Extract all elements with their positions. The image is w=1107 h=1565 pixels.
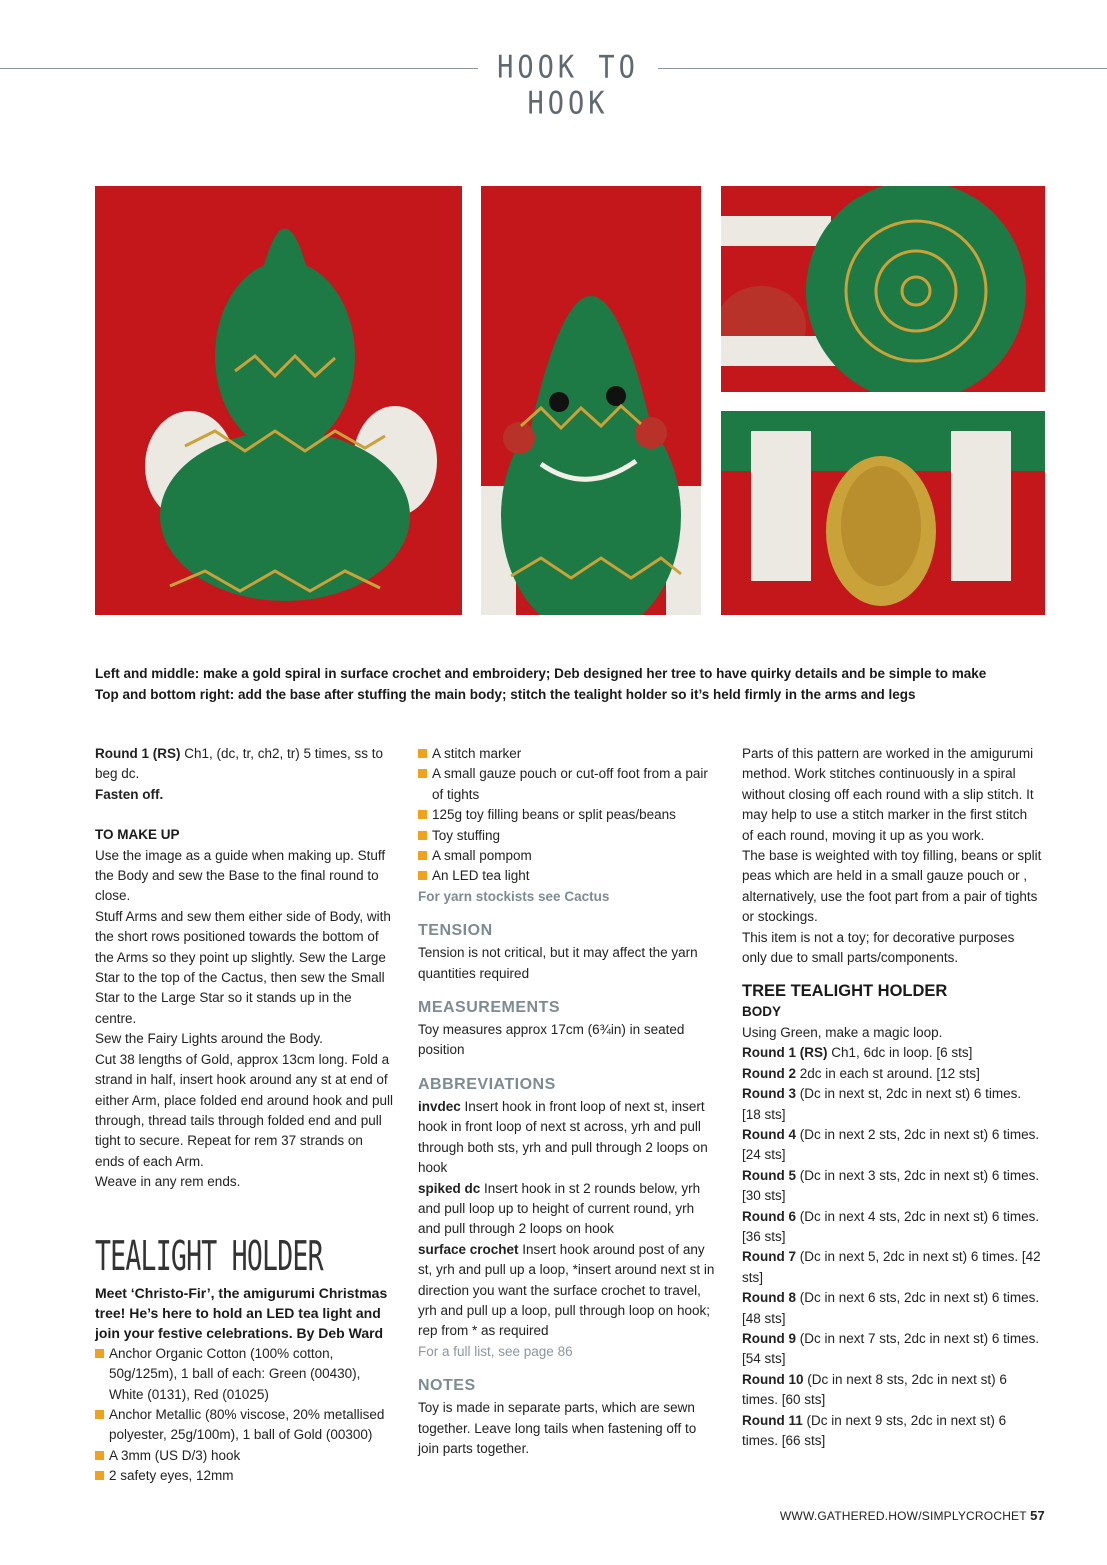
- notes-text: Toy is made in separate parts, which are sewn together. Leave long tails when fastening off to join parts together.: [418, 1400, 697, 1456]
- make-up-heading: TO MAKE UP: [95, 827, 180, 843]
- round-1-star: Round 1 (RS) Ch1, (dc, tr, ch2, tr) 5 times, ss to beg dc.: [95, 746, 384, 782]
- round-item: Round 3 (Dc in next st, 2dc in next st) 6 times. [18 sts]: [742, 1086, 1022, 1122]
- bullet-square-icon: [95, 1451, 104, 1460]
- materials-list-1: [95, 1344, 395, 1487]
- bullet-square-icon: [95, 1349, 104, 1358]
- header-rule-right: [658, 68, 1107, 69]
- notes-para-3: This item is not a toy; for decorative purposes only due to small parts/components.: [742, 929, 1015, 966]
- make-up-para-3: Sew the Fairy Lights around the Body.: [95, 1031, 323, 1047]
- bullet-square-icon: [418, 851, 427, 860]
- bullet-square-icon: [418, 810, 427, 819]
- list-item: 125g toy filling beans or split peas/beans: [418, 805, 718, 825]
- list-item: A stitch marker: [418, 744, 718, 764]
- caption-line-1: Left and middle: make a gold spiral in surface crochet and embroidery; Deb designed her tree to have quirky details and be simple to make: [95, 666, 987, 681]
- bullet-square-icon: [95, 1471, 104, 1480]
- round-item: Round 11 (Dc in next 9 sts, 2dc in next st) 6 times. [66 sts]: [742, 1412, 1007, 1448]
- list-item: A 3mm (US D/3) hook: [95, 1446, 395, 1466]
- tension-text: Tension is not critical, but it may affect the yarn quantities required: [418, 945, 698, 981]
- column-1: [95, 744, 395, 1487]
- intro-text: Meet ‘Christo-Fir’, the amigurumi Christmas tree! He’s here to hold an LED tea light and join your festive celebrations. By Deb Ward: [95, 1284, 388, 1342]
- make-up-para-2: Stuff Arms and sew them either side of Body, with the short rows positioned towards the bottom of the Arms so they point up slightly. Sew the Large Star to the top of the Cactus, then sew the Small Star to the Large Star so it stands up in the centre.: [95, 908, 391, 1026]
- tension-heading: TENSION: [418, 922, 493, 940]
- round-item: Round 4 (Dc in next 2 sts, 2dc in next st) 6 times. [24 sts]: [742, 1126, 1040, 1163]
- notes-para-1: Parts of this pattern are worked in the amigurumi method. Work stitches continuously in a spiral without closing off each round with a slip stitch. It may help to use a stitch marker in the first stitch of each round, moving it up as you work.: [742, 746, 1034, 843]
- round-item: Round 9 (Dc in next 7 sts, 2dc in next st) 6 times. [54 sts]: [742, 1330, 1040, 1367]
- make-up-para-4: Cut 38 lengths of Gold, approx 13cm long. Fold a strand in half, insert hook around any st at end of either Arm, place folded end around hook and pull through, thread tails through folded end and pull tight to secure. Repeat for rem 37 strands on ends of each Arm.: [95, 1051, 393, 1169]
- list-item: Toy stuffing: [418, 826, 718, 846]
- list-item: A small gauze pouch or cut-off foot from a pair of tights: [418, 764, 718, 805]
- abbrev-invdec: invdec Insert hook in front loop of next st, insert hook in front loop of next st across, yrh and pull through both sts, yrh and pull through 2 loops on hook: [418, 1098, 708, 1176]
- abbreviations-heading: ABBREVIATIONS: [418, 1075, 556, 1093]
- tree-tealight-heading: TREE TEALIGHT HOLDER: [742, 982, 948, 1001]
- page-number: 57: [1030, 1508, 1045, 1523]
- photo-base-spiral: [721, 186, 1045, 392]
- bullet-square-icon: [418, 831, 427, 840]
- abbrev-spiked-dc: spiked dc Insert hook in st 2 rounds below, yrh and pull loop up to height of current round, yrh and pull through 2 loops on hook: [418, 1180, 701, 1237]
- bullet-square-icon: [418, 769, 427, 778]
- round-item: Round 5 (Dc in next 3 sts, 2dc in next st) 6 times. [30 sts]: [742, 1167, 1040, 1204]
- stockists-note: For yarn stockists see Cactus: [418, 888, 610, 904]
- materials-list-2: [418, 744, 718, 887]
- round-item: Round 1 (RS) Ch1, 6dc in loop. [6 sts]: [742, 1045, 973, 1061]
- measurements-heading: MEASUREMENTS: [418, 999, 561, 1017]
- column-2: [418, 744, 718, 1459]
- notes-heading: NOTES: [418, 1377, 476, 1395]
- body-heading: BODY: [742, 1004, 782, 1020]
- list-item: An LED tea light: [418, 866, 718, 886]
- footer-url[interactable]: WWW.GATHERED.HOW/SIMPLYCROCHET: [779, 1509, 1027, 1523]
- full-list-link[interactable]: For a full list, see page 86: [418, 1343, 573, 1359]
- header-rule-left: [0, 68, 478, 69]
- fasten-off: Fasten off.: [95, 786, 164, 802]
- tealight-holder-title: TEALIGHT HOLDER: [95, 1232, 323, 1281]
- round-item: Round 7 (Dc in next 5, 2dc in next st) 6 times. [42 sts]: [742, 1249, 1041, 1285]
- abbrev-surface-crochet: surface crochet Insert hook around post of any st, yrh and pull up a loop, *insert around next st in direction you want the surface crochet to travel, yrh and pull up a loop, pull through loop on hook; rep from * as required: [418, 1241, 715, 1339]
- bullet-square-icon: [418, 749, 427, 758]
- photo-tealight-holder: [721, 411, 1045, 615]
- caption-line-2: Top and bottom right: add the base after stuffing the main body; stitch the tealight holder so it’s held firmly in the arms and legs: [95, 687, 916, 702]
- page-footer: [760, 1508, 1045, 1523]
- round-item: Round 10 (Dc in next 8 sts, 2dc in next st) 6 times. [60 sts]: [742, 1371, 1007, 1408]
- photo-caption: [95, 663, 1055, 705]
- body-intro: Using Green, make a magic loop.: [742, 1024, 943, 1040]
- bullet-square-icon: [95, 1410, 104, 1419]
- photo-tree-back: [95, 186, 462, 615]
- notes-para-2: The base is weighted with toy filling, beans or split peas which are held in a small gauze pouch or , alternatively, use the foot part from a pair of tights or stockings.: [742, 848, 1042, 925]
- list-item: Anchor Organic Cotton (100% cotton, 50g/125m), 1 ball of each: Green (00430), White (0131), Red (01025): [95, 1344, 395, 1405]
- make-up-para-5: Weave in any rem ends.: [95, 1174, 241, 1190]
- list-item: 2 safety eyes, 12mm: [95, 1466, 395, 1486]
- photo-tree-face: [481, 186, 701, 615]
- section-title: HOOK TO HOOK: [497, 50, 639, 122]
- round-item: Round 6 (Dc in next 4 sts, 2dc in next st) 6 times. [36 sts]: [742, 1208, 1040, 1244]
- list-item: Anchor Metallic (80% viscose, 20% metallised polyester, 25g/100m), 1 ball of Gold (00300): [95, 1405, 395, 1446]
- round-item: Round 2 2dc in each st around. [12 sts]: [742, 1065, 980, 1081]
- column-3: [742, 744, 1042, 1451]
- bullet-square-icon: [418, 871, 427, 880]
- measurements-text: Toy measures approx 17cm (6¾in) in seated position: [418, 1022, 685, 1058]
- make-up-para-1: Use the image as a guide when making up. Stuff the Body and sew the Base to the final round to close.: [95, 847, 386, 904]
- list-item: A small pompom: [418, 846, 718, 866]
- round-item: Round 8 (Dc in next 6 sts, 2dc in next st) 6 times. [48 sts]: [742, 1290, 1040, 1326]
